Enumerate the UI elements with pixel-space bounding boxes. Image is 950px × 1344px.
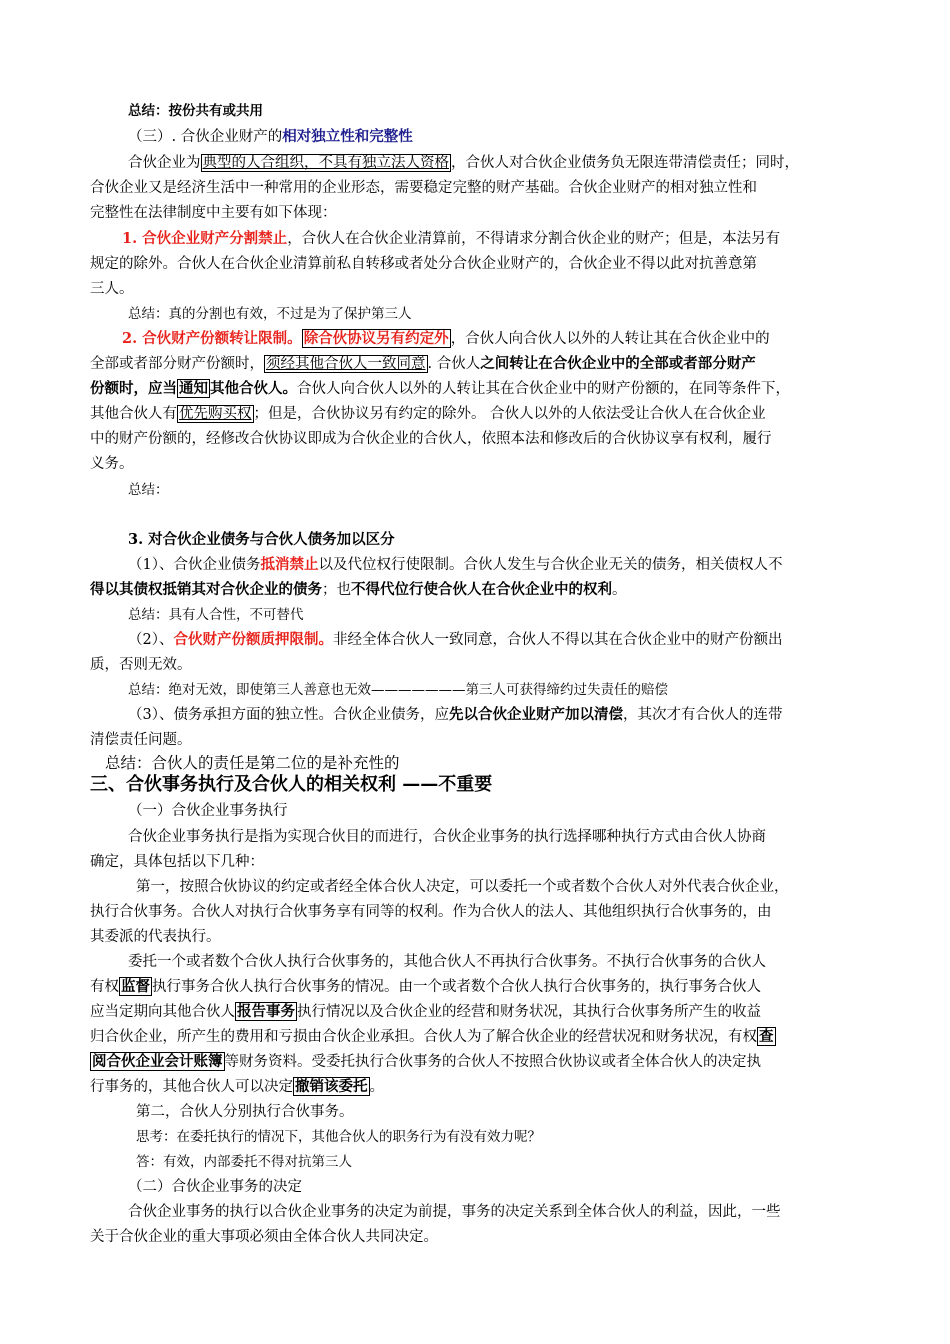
paragraph-line: 清偿责任问题。 — [90, 732, 192, 748]
paragraph-line: 得以其债权抵销其对合伙企业的债务；也不得代位行使合伙人在合伙企业中的权利。 — [90, 581, 627, 598]
paragraph-line: （1）、合伙企业债务抵消禁止以及代位权行使限制。合伙人发生与合伙企业无关的债务，相关债权人不 — [128, 556, 783, 573]
summary-line: 总结：合伙人的责任是第二位的是补充性的 — [105, 754, 400, 772]
paragraph-line: 第一，按照合伙协议的约定或者经全体合伙人决定，可以委托一个或者数个合伙人对外代表合伙企业， — [136, 879, 789, 895]
paragraph-line: 其委派的代表执行。 — [90, 929, 221, 945]
paragraph-line: 合伙企业为 典型的人合组织，不具有独立法人资格 ，合伙人对合伙企业债务负无限连带清偿责任；同时， — [128, 155, 799, 171]
summary-line: 总结：真的分割也有效，不过是为了保护第三人 — [128, 306, 412, 322]
section-heading: （三）. 合伙企业财产的相对独立性和完整性 — [128, 128, 413, 145]
paragraph-line: 1. 合伙企业财产分割禁止，合伙人在合伙企业清算前，不得请求分割合伙企业的财产；但是，本法另有 — [122, 230, 781, 247]
boxed-term: 除合伙协议另有约定外 — [303, 330, 449, 347]
paragraph-line: 规定的除外。合伙人在合伙企业清算前私自转移或者处分合伙企业财产的，合伙企业不得以此对抗善意第 — [90, 256, 757, 272]
summary-line: 总结：绝对无效，即使第三人善意也无效———————第三人可获得缔约过失责任的赔偿 — [128, 682, 668, 698]
boxed-term: 阅合伙企业会计账簿 — [92, 1053, 223, 1070]
paragraph-line: 归合伙企业，所产生的费用和亏损由合伙企业承担。合伙人为了解合伙企业的经营状况和财务状况，有权 查 — [90, 1028, 774, 1045]
section-heading: （二）合伙企业事务的决定 — [128, 1179, 302, 1195]
boxed-term: 典型的人合组织，不具有独立法人资格 — [202, 155, 449, 171]
paragraph-line: 有权 监督 执行事务合伙人执行合伙事务的情况。由一个或者数个合伙人执行合伙事务的，执行事务合伙人 — [90, 978, 761, 995]
paragraph-line: 执行合伙事务。合伙人对执行合伙事务享有同等的权利。作为合伙人的法人、其他组织执行合伙事务的，由 — [90, 904, 772, 920]
summary-line: 总结： — [128, 482, 169, 498]
boxed-term: 报告事务 — [237, 1003, 295, 1020]
subsection-heading: 3. 对合伙企业债务与合伙人债务加以区分 — [128, 531, 395, 548]
boxed-term: 通知 — [179, 380, 208, 397]
summary-line: 总结：具有人合性，不可替代 — [128, 607, 304, 623]
paragraph-line: 委托一个或者数个合伙人执行合伙事务的，其他合伙人不再执行合伙事务。不执行合伙事务的合伙人 — [128, 954, 766, 970]
boxed-term: 撤销该委托 — [295, 1078, 368, 1095]
paragraph-line: 份额时，应当 通知 其他合伙人。合伙人向合伙人以外的人转让其在合伙企业中的财产份额的，在同等条件下， — [90, 380, 790, 397]
paragraph-line: 合伙企业事务的执行以合伙企业事务的决定为前提，事务的决定关系到全体合伙人的利益，因此，一些 — [128, 1204, 781, 1220]
paragraph-line: 确定，具体包括以下几种： — [90, 854, 264, 870]
paragraph-line: 其他合伙人有 优先购买权 ；但是，合伙协议另有约定的除外。 合伙人以外的人依法受让合伙人在合伙企业 — [90, 406, 766, 422]
paragraph-line: 阅合伙企业会计账簿 等财务资料。受委托执行合伙事务的合伙人不按照合伙协议或者全体合伙人的决定执 — [92, 1053, 761, 1070]
paragraph-line: 合伙企业事务执行是指为实现合伙目的而进行，合伙企业事务的执行选择哪种执行方式由合伙人协商 — [128, 829, 766, 845]
chapter-heading: 三、合伙事务执行及合伙人的相关权利 ——不重要 — [90, 774, 493, 795]
boxed-term: 查 — [759, 1028, 774, 1045]
paragraph-line: 完整性在法律制度中主要有如下体现： — [90, 205, 337, 221]
answer-line: 答：有效，内部委托不得对抗第三人 — [136, 1154, 352, 1170]
paragraph-line: 关于合伙企业的重大事项必须由全体合伙人共同决定。 — [90, 1229, 438, 1245]
question-line: 思考：在委托执行的情况下，其他合伙人的职务行为有没有效力呢？ — [136, 1129, 541, 1145]
boxed-term: 优先购买权 — [179, 406, 252, 422]
paragraph-line: （3）、债务承担方面的独立性。合伙企业债务，应先以合伙企业财产加以清偿，其次才有合伙人的连带 — [128, 706, 783, 723]
paragraph-line: 全部或者部分财产份额时， 须经其他合伙人一致同意 . 合伙人之间转让在合伙企业中的全部或者部分财产 — [90, 355, 756, 372]
section-heading: （一）合伙企业事务执行 — [128, 803, 288, 819]
summary-line: 总结：按份共有或共用 — [128, 103, 263, 119]
paragraph-line: （2）、合伙财产份额质押限制。非经全体合伙人一致同意，合伙人不得以其在合伙企业中的财产份额出 — [128, 631, 783, 648]
paragraph-line: 行事务的，其他合伙人可以决定 撤销该委托 。 — [90, 1078, 384, 1095]
paragraph-line: 2. 合伙财产份额转让限制。 除合伙协议另有约定外 ，合伙人向合伙人以外的人转让其在合伙企业中的 — [122, 330, 770, 347]
boxed-term: 须经其他合伙人一致同意 — [266, 356, 426, 372]
paragraph-line: 中的财产份额的，经修改合伙协议即成为合伙企业的合伙人，依照本法和修改后的合伙协议享有权利，履行 — [90, 431, 772, 447]
paragraph-line: 应当定期向其他合伙人 报告事务 执行情况以及合伙企业的经营和财务状况，其执行合伙事务所产生的收益 — [90, 1003, 761, 1020]
paragraph-line: 第二，合伙人分别执行合伙事务。 — [136, 1104, 354, 1120]
paragraph-line: 质，否则无效。 — [90, 657, 192, 673]
boxed-term: 监督 — [121, 978, 150, 995]
paragraph-line: 合伙企业又是经济生活中一种常用的企业形态，需要稳定完整的财产基础。合伙企业财产的相对独立性和 — [90, 180, 757, 196]
paragraph-line: 义务。 — [90, 456, 134, 472]
paragraph-line: 三人。 — [90, 281, 134, 297]
